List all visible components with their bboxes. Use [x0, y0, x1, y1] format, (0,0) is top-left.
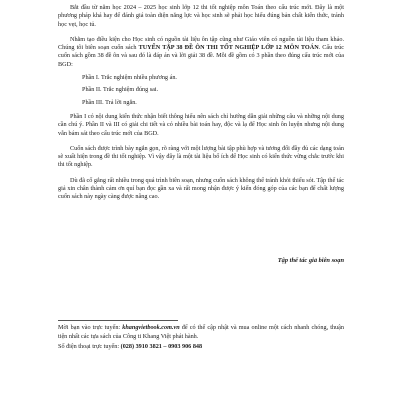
book-paragraph-end: . Cấu trúc cuốn sách gồm 38 đề ôn và sau đó là đáp án và lời giải 38 đề. Mỗi đề gồm có 3 phần theo đúng cấu trúc mới của BGD:: [58, 44, 344, 68]
author-signature: Tập thể tác giả biên soạn: [277, 257, 344, 264]
book-title: TUYỂN TẬP 38 ĐỀ ÔN THI TỐT NGHIỆP LỚP 12 MÔN TOÁN: [138, 44, 319, 52]
thanks-paragraph: Dù đã cố gắng rất nhiều trong quá trình biên soạn, nhưng cuốn sách không thể tránh khỏi thiếu sót. Tập thể tác giả xin chân thành cảm ơn quí bạn đọc gần xa và rất mong nhận được ý kiến đóng góp của các bạn để chất lượng cuốn sách này ngày càng được nâng cao.: [58, 176, 344, 201]
solutions-paragraph: Phần I có nội dung kiến thức nhận biết thông hiểu nên sách chỉ hướng dẫn giải những câu và những nội dung cần chú ý. Phần II và III có giải chi tiết và có nhiều bài toán hay, độc và lạ để Học sinh ôn luyện nhưng nội dung vẫn bám sát theo cấu trúc mới của BGD.: [58, 112, 344, 137]
book-paragraph-start: Nhằm tạo điều kiện cho Học sinh có nguồn tài liệu ôn tập cũng như Giáo viên có nguồn tài liệu tham khảo. Chúng tôi biên soạn cuốn sách: [58, 35, 344, 52]
website-link[interactable]: khangvietbook.com.vn: [122, 324, 180, 331]
publisher-footer: [58, 324, 344, 354]
intro-paragraph: Bắt đầu từ năm học 2024 – 2025 học sinh lớp 12 thi tốt nghiệp môn Toán theo cấu trúc mới. Đây là một phương pháp khá hay để đánh giá toàn diện năng lực và học sinh sẽ phải học hiểu đúng bản chất kiến thức, tránh học vẹt, học tủ.: [58, 4, 344, 28]
part-item: Phần II. Trắc nghiệm đúng sai.: [82, 86, 159, 94]
part-item: Phần I. Trắc nghiệm nhiều phương án.: [82, 74, 177, 82]
parts-list: [82, 74, 344, 107]
presentation-paragraph: Cuốn sách được trình bày ngắn gọn, rõ ràng với một lượng bài tập phù hợp và tương đối đầy đủ các dạng toán sẽ xuất hiện trong đề thi tốt nghiệp. Vì vậy đây là một tài liệu bổ ích để Học sinh có kiến thức vững chắc trước khi thi tốt nghiệp.: [58, 144, 344, 169]
online-note-end: để có thể cập nhật và mua online một cách nhanh chóng, thuận tiện nhất các tựa sách của Công ti Khang Việt phát hành.: [58, 324, 344, 340]
footer-divider: [58, 320, 178, 321]
online-note: [58, 324, 344, 341]
phone-label: Số điện thoại trực tuyến:: [58, 343, 121, 351]
phone-line: [58, 343, 344, 352]
part-item: Phần III. Trả lời ngắn.: [82, 98, 137, 106]
online-note-start: Mời bạn vào trực tuyến:: [58, 324, 123, 331]
phone-number: (028) 3910 3821 – 0903 906 848: [120, 343, 203, 351]
preface-body: [58, 4, 344, 209]
book-paragraph: [58, 36, 344, 69]
